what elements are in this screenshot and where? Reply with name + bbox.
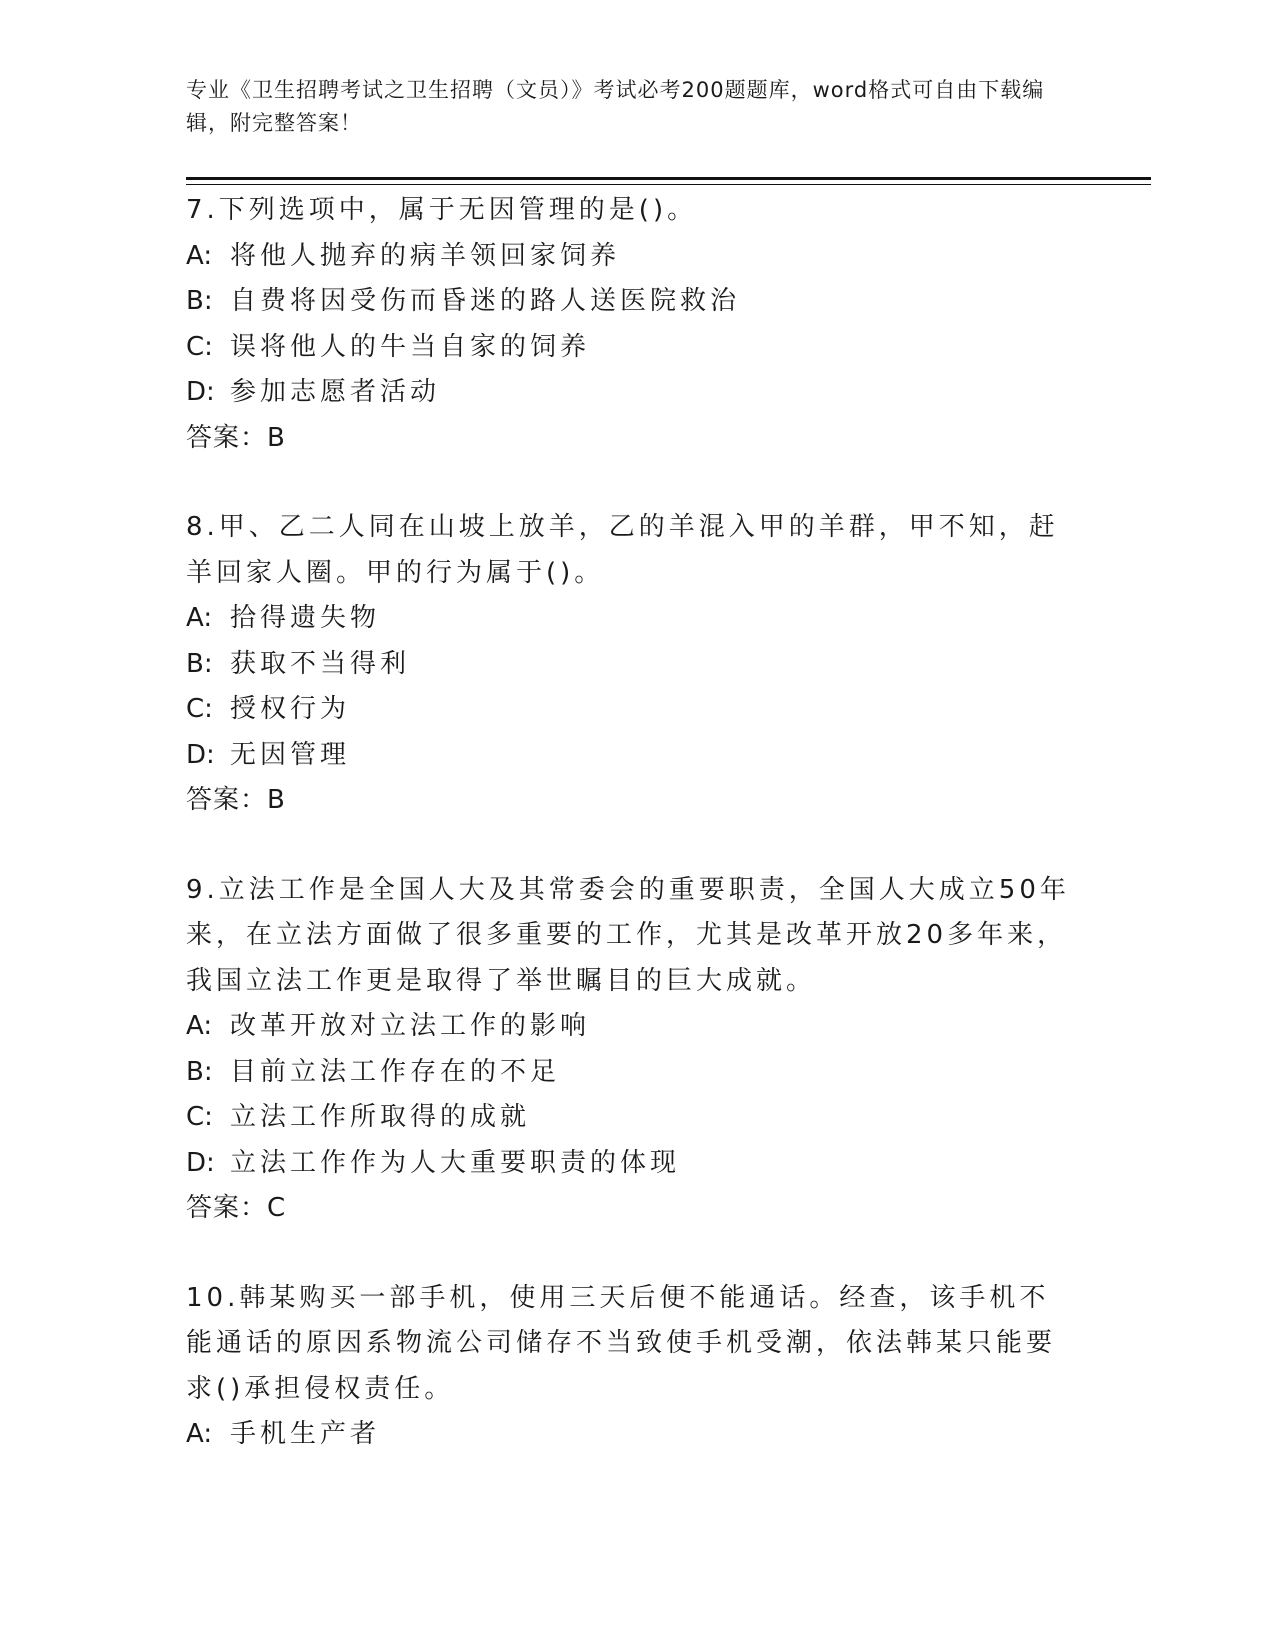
- option-letter: D:: [186, 377, 215, 407]
- option-text: 自费将因受伤而昏迷的路人送医院救治: [230, 286, 741, 316]
- question-stem: 7.下列选项中，属于无因管理的是()。: [186, 195, 698, 225]
- answer-line: 答案：B: [186, 785, 286, 815]
- option-b: [186, 279, 1076, 325]
- option-letter: A:: [186, 1011, 213, 1041]
- option-a: [186, 1412, 1076, 1458]
- option-letter: B:: [186, 286, 213, 316]
- option-text: 误将他人的牛当自家的饲养: [230, 331, 591, 362]
- option-letter: A:: [186, 603, 213, 633]
- option-text: 手机生产者: [230, 1419, 381, 1449]
- question-10: [186, 1276, 1076, 1458]
- option-text: 将他人抛弃的病羊领回家饲养: [230, 240, 621, 271]
- option-letter: C:: [186, 1102, 213, 1132]
- option-text: 参加志愿者活动: [230, 377, 441, 407]
- option-text: 改革开放对立法工作的影响: [230, 1011, 591, 1041]
- option-letter: C:: [186, 694, 213, 724]
- option-d: [186, 1141, 1076, 1187]
- option-text: 获取不当得利: [230, 648, 411, 679]
- option-d: [186, 733, 1076, 779]
- option-c: [186, 687, 1076, 733]
- document-header: 专业《卫生招聘考试之卫生招聘（文员）》考试必考200题题库，word格式可自由下载编辑，附完整答案！: [186, 78, 1045, 135]
- option-text: 拾得遗失物: [230, 603, 381, 633]
- option-d: [186, 370, 1076, 416]
- option-letter: D:: [186, 1147, 215, 1178]
- answer-line: 答案：B: [186, 422, 286, 453]
- question-stem: 9.立法工作是全国人大及其常委会的重要职责，全国人大成立50年来，在立法方面做了很多重要的工作，尤其是改革开放20多年来，我国立法工作更是取得了举世瞩目的巨大成就。: [186, 874, 1070, 996]
- option-letter: A:: [186, 240, 213, 271]
- option-a: [186, 234, 1076, 280]
- header-divider-thin: [186, 184, 1151, 185]
- question-stem: 10.韩某购买一部手机，使用三天后便不能通话。经查，该手机不能通话的原因系物流公司储存不当致使手机受潮，依法韩某只能要求()承担侵权责任。: [186, 1282, 1057, 1404]
- option-text: 目前立法工作存在的不足: [230, 1056, 561, 1087]
- option-text: 无因管理: [230, 739, 351, 770]
- option-letter: B:: [186, 648, 213, 679]
- answer-line: 答案：C: [186, 1193, 287, 1223]
- option-letter: D:: [186, 739, 215, 770]
- option-letter: A:: [186, 1419, 213, 1449]
- question-list: [186, 188, 1076, 1502]
- option-a: [186, 596, 1076, 642]
- option-letter: B:: [186, 1056, 213, 1087]
- question-9: [186, 868, 1076, 1232]
- question-8: [186, 505, 1076, 824]
- header-divider-thick: [186, 177, 1151, 180]
- question-stem: 8.甲、乙二人同在山坡上放羊，乙的羊混入甲的羊群，甲不知，赶羊回家人圈。甲的行为属于()。: [186, 512, 1059, 588]
- option-text: 立法工作所取得的成就: [230, 1102, 531, 1132]
- question-7: [186, 188, 1076, 461]
- option-text: 授权行为: [230, 694, 351, 724]
- option-text: 立法工作作为人大重要职责的体现: [230, 1147, 681, 1178]
- option-c: [186, 1095, 1076, 1141]
- option-c: [186, 325, 1076, 371]
- option-b: [186, 642, 1076, 688]
- option-a: [186, 1004, 1076, 1050]
- option-letter: C:: [186, 331, 213, 362]
- option-b: [186, 1050, 1076, 1096]
